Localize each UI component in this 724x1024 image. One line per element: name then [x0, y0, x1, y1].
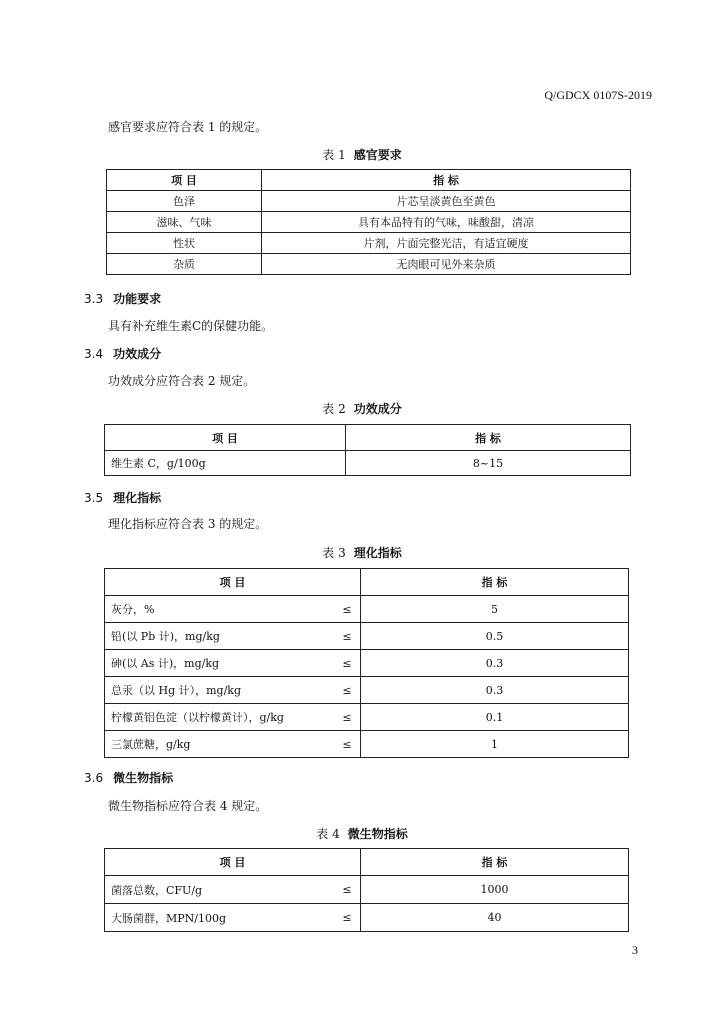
table3-caption-no: 表 3 [322, 546, 346, 560]
section-title: 功效成分 [113, 347, 162, 361]
less-equal-sign: ≤ [334, 704, 361, 731]
table-row [107, 254, 631, 275]
sensory-intro: 感官要求应符合表 1 的规定。 [108, 120, 268, 134]
less-equal-sign: ≤ [334, 623, 361, 650]
table-row [105, 876, 629, 904]
col-header-index: 指 标 [361, 569, 629, 596]
section-number: 3.3 [84, 292, 104, 306]
table-header-row [105, 849, 629, 876]
table-row [105, 596, 629, 623]
row-value: 40 [361, 904, 629, 932]
row-item: 菌落总数，CFU/g [105, 876, 335, 904]
section-title: 微生物指标 [113, 771, 174, 785]
page-number: 3 [632, 943, 638, 957]
effective-ingredient-table [104, 424, 631, 476]
table1-caption-no: 表 1 [322, 148, 346, 162]
row-item: 滋味、气味 [107, 212, 262, 233]
row-value: 片剂，片面完整光洁，有适宜硬度 [262, 233, 631, 254]
table-row [105, 904, 629, 932]
table2-caption-title: 功效成分 [353, 402, 402, 416]
row-item: 性状 [107, 233, 262, 254]
row-item: 柠檬黄铝色淀（以柠檬黄计），g/kg [105, 704, 335, 731]
table1-caption [0, 146, 724, 163]
section-3-3-heading [84, 290, 161, 307]
section-3-6-text: 微生物指标应符合表 4 规定。 [108, 799, 268, 813]
row-value: 0.5 [361, 623, 629, 650]
row-item: 杂质 [107, 254, 262, 275]
row-item: 灰分，% [105, 596, 335, 623]
less-equal-sign: ≤ [334, 596, 361, 623]
row-value: 0.1 [361, 704, 629, 731]
table-header-row [107, 170, 631, 191]
section-number: 3.5 [84, 491, 104, 505]
section-number: 3.6 [84, 771, 104, 785]
table4-caption-title: 微生物指标 [347, 827, 408, 841]
section-3-6-heading [84, 769, 173, 786]
table-row [107, 191, 631, 212]
less-equal-sign: ≤ [334, 876, 361, 904]
row-value: 片芯呈淡黄色至黄色 [262, 191, 631, 212]
table3-caption [0, 544, 724, 561]
row-value: 5 [361, 596, 629, 623]
row-item: 大肠菌群，MPN/100g [105, 904, 335, 932]
table4-caption-no: 表 4 [316, 827, 340, 841]
row-value: 无肉眼可见外来杂质 [262, 254, 631, 275]
table-row [105, 650, 629, 677]
table-row [105, 731, 629, 758]
table4-caption [0, 825, 724, 842]
row-item: 三氯蔗糖，g/kg [105, 731, 335, 758]
table1-caption-title: 感官要求 [353, 148, 402, 162]
table-row [107, 212, 631, 233]
col-header-item: 项 目 [105, 569, 361, 596]
physicochemical-table [104, 568, 629, 758]
col-header-item: 项 目 [105, 849, 361, 876]
less-equal-sign: ≤ [334, 731, 361, 758]
sensory-table [106, 169, 631, 275]
section-3-4-heading [84, 345, 161, 362]
col-header-item: 项 目 [107, 170, 262, 191]
row-item: 铅(以 Pb 计)，mg/kg [105, 623, 335, 650]
col-header-index: 指 标 [262, 170, 631, 191]
table-row [105, 677, 629, 704]
table-header-row [105, 569, 629, 596]
microbiological-table [104, 848, 629, 932]
table2-caption-no: 表 2 [322, 402, 346, 416]
section-3-5-text: 理化指标应符合表 3 的规定。 [108, 517, 268, 531]
row-value: 0.3 [361, 650, 629, 677]
table2-caption [0, 400, 724, 417]
row-value: 具有本品特有的气味，味酸甜，清凉 [262, 212, 631, 233]
row-item: 色泽 [107, 191, 262, 212]
table-row [105, 623, 629, 650]
row-item: 总汞（以 Hg 计），mg/kg [105, 677, 335, 704]
section-3-5-heading [84, 489, 161, 506]
row-item: 维生素 C，g/100g [105, 451, 346, 476]
row-item: 砷(以 As 计)，mg/kg [105, 650, 335, 677]
section-title: 功能要求 [113, 292, 162, 306]
section-3-4-text: 功效成分应符合表 2 规定。 [108, 374, 256, 388]
col-header-index: 指 标 [361, 849, 629, 876]
section-3-3-text: 具有补充维生素C的保健功能。 [108, 319, 274, 333]
row-value: 1 [361, 731, 629, 758]
row-value: 1000 [361, 876, 629, 904]
table-header-row [105, 425, 631, 451]
table3-caption-title: 理化指标 [353, 546, 402, 560]
section-number: 3.4 [84, 347, 104, 361]
col-header-item: 项 目 [105, 425, 346, 451]
row-value: 0.3 [361, 677, 629, 704]
document-number: Q/GDCX 0107S-2019 [544, 88, 652, 102]
table-row [105, 704, 629, 731]
less-equal-sign: ≤ [334, 677, 361, 704]
row-value: 8~15 [346, 451, 631, 476]
less-equal-sign: ≤ [334, 650, 361, 677]
col-header-index: 指 标 [346, 425, 631, 451]
section-title: 理化指标 [113, 491, 162, 505]
table-row [107, 233, 631, 254]
table-row [105, 451, 631, 476]
less-equal-sign: ≤ [334, 904, 361, 932]
